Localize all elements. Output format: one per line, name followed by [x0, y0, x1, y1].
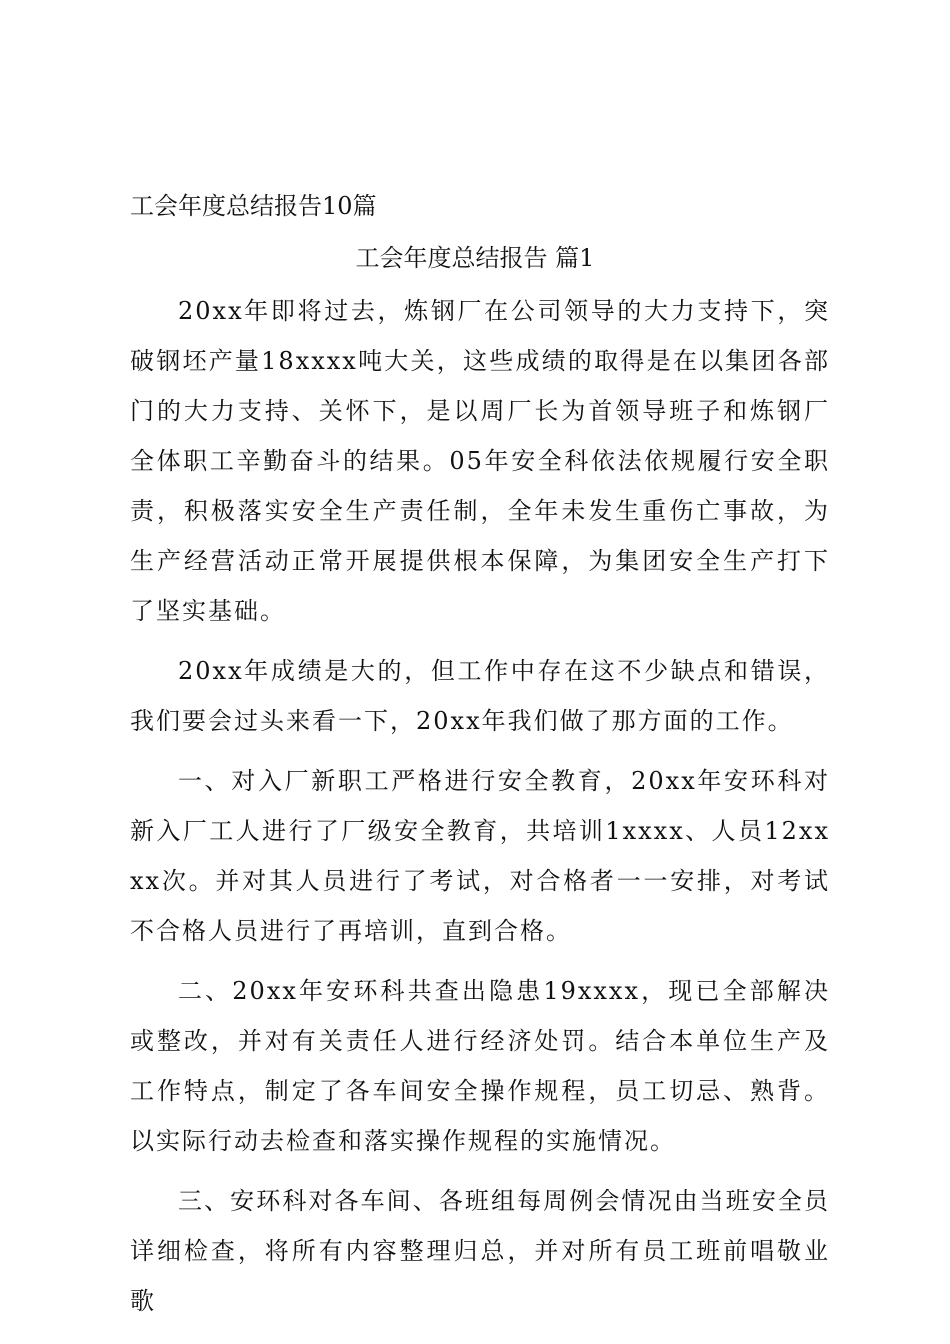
paragraph: 20xx年即将过去，炼钢厂在公司领导的大力支持下，突破钢坯产量18xxxx吨大关，这些成绩的取得是在以集团各部门的大力支持、关怀下，是以周厂长为首领导班子和炼钢厂全体职工辛勤奋斗的结果。05年安全科依法依规履行安全职责，积极落实安全生产责任制，全年未发生重伤亡事故，为生产经营活动正常开展提供根本保障，为集团安全生产打下了坚实基础。 [130, 297, 830, 625]
paragraph: 三、安环科对各车间、各班组每周例会情况由当班安全员详细检查，将所有内容整理归总，并对所有员工班前唱敬业歌 [130, 1187, 830, 1315]
section-heading: 工会年度总结报告 篇1 [355, 244, 595, 272]
paragraph: 20xx年成绩是大的，但工作中存在这不少缺点和错误，我们要会过头来看一下，20xx年我们做了那方面的工作。 [130, 657, 830, 735]
paragraph: 一、对入厂新职工严格进行安全教育，20xx年安环科对新入厂工人进行了厂级安全教育，共培训1xxxx、人员12xxxx次。并对其人员进行了考试，对合格者一一安排，对考试不合格人员进行了再培训，直到合格。 [130, 767, 830, 945]
paragraph: 二、20xx年安环科共查出隐患19xxxx，现已全部解决或整改，并对有关责任人进行经济处罚。结合本单位生产及工作特点，制定了各车间安全操作规程，员工切忌、熟背。以实际行动去检查和落实操作规程的实施情况。 [130, 977, 830, 1155]
document-title: 工会年度总结报告10篇 [130, 192, 377, 220]
document-body [130, 286, 830, 1336]
